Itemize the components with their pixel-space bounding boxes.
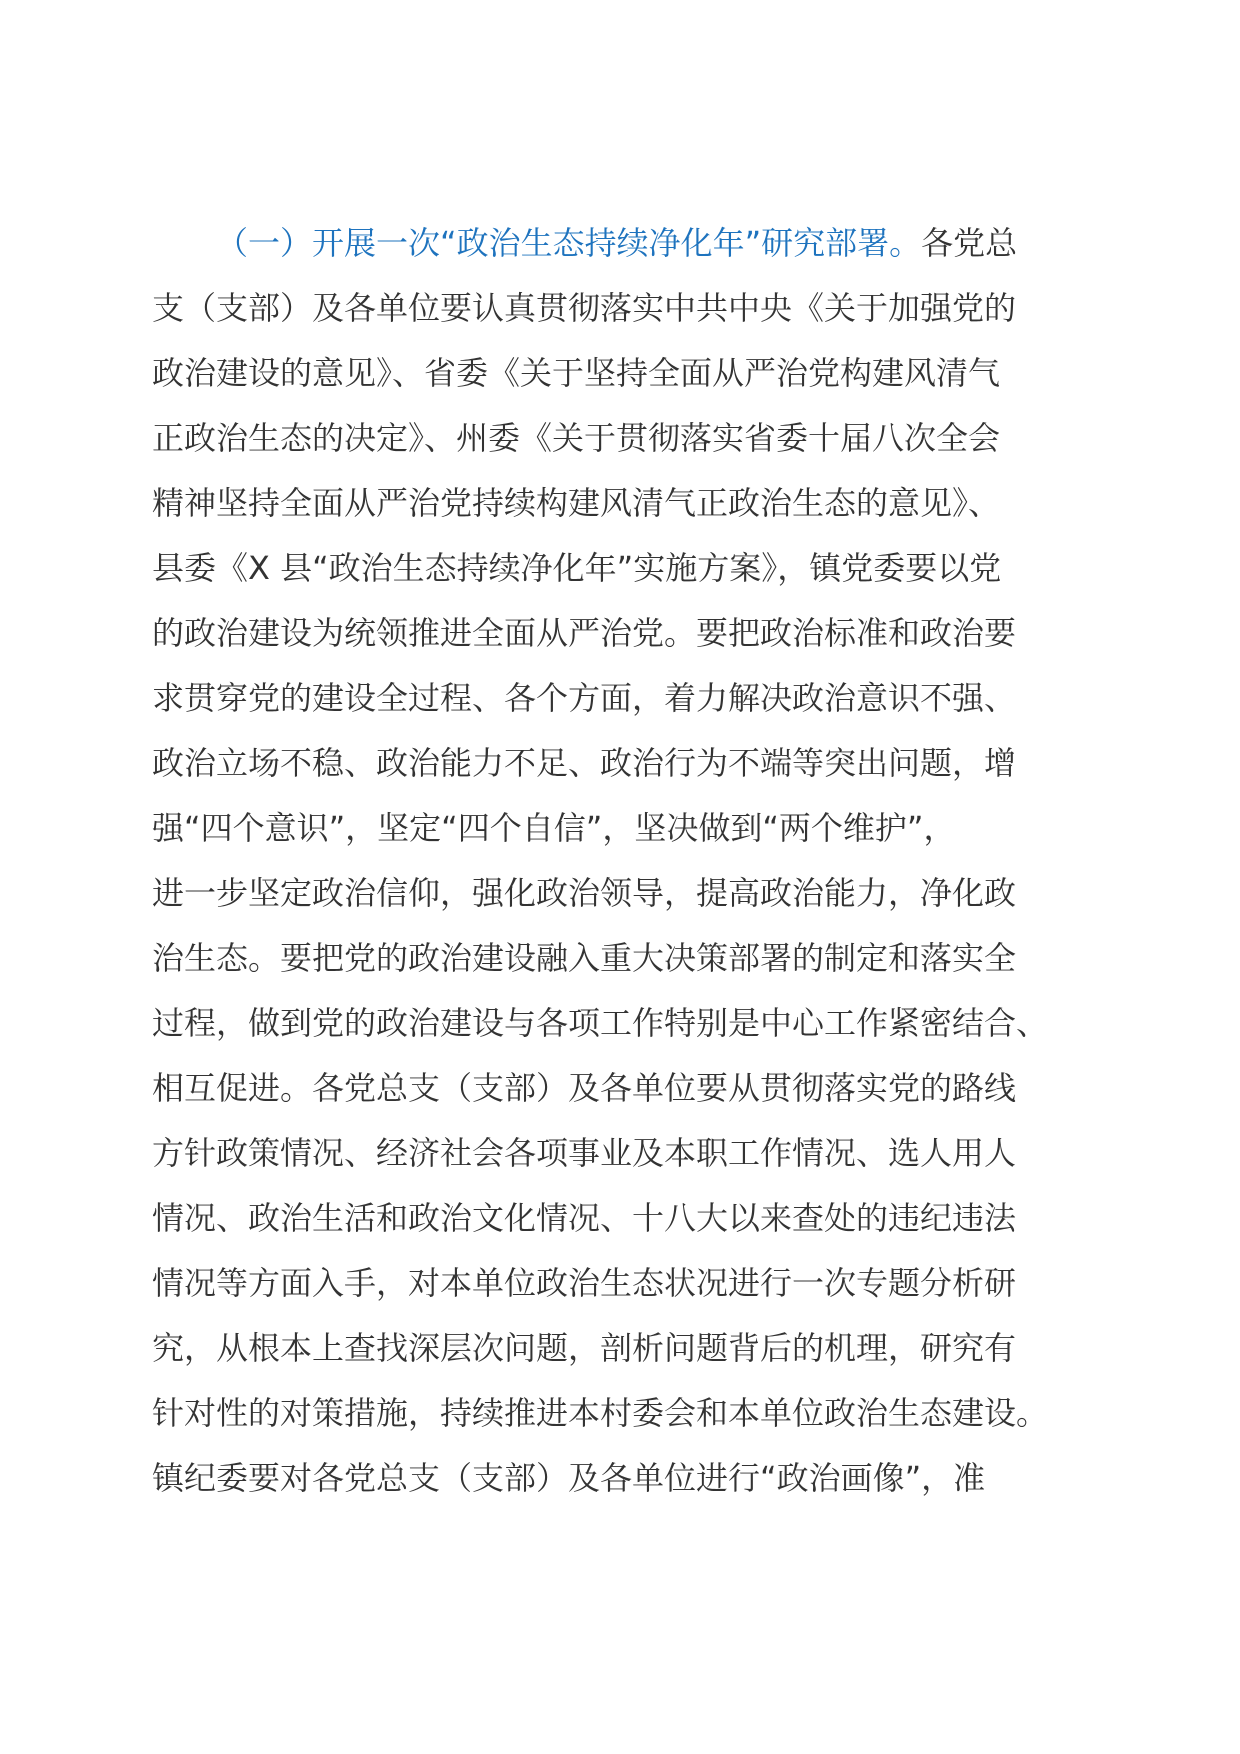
- paragraph-line: 情况、政治生活和政治文化情况、十八大以来查处的违纪违法: [152, 1199, 1017, 1237]
- paragraph-line: 求贯穿党的建设全过程、各个方面，着力解决政治意识不强、: [152, 679, 1017, 717]
- paragraph-line: 方针政策情况、经济社会各项事业及本职工作情况、选人用人: [152, 1134, 1017, 1172]
- paragraph-line-1: [152, 211, 1092, 276]
- body-text: 各党总: [921, 224, 1018, 262]
- paragraph-line: 针对性的对策措施，持续推进本村委会和本单位政治生态建设。: [152, 1394, 1049, 1432]
- paragraph-line: 情况等方面入手，对本单位政治生态状况进行一次专题分析研: [152, 1264, 1017, 1302]
- paragraph-line: 支（支部）及各单位要认真贯彻落实中共中央《关于加强党的: [152, 289, 1017, 327]
- paragraph-line: 正政治生态的决定》、州委《关于贯彻落实省委十届八次全会: [152, 419, 1001, 457]
- paragraph-line: 究，从根本上查找深层次问题，剖析问题背后的机理，研究有: [152, 1329, 1017, 1367]
- paragraph-line: 进一步坚定政治信仰，强化政治领导，提高政治能力，净化政: [152, 874, 1017, 912]
- paragraph-line: 精神坚持全面从严治党持续构建风清气正政治生态的意见》、: [152, 484, 1001, 522]
- paragraph-line: 政治建设的意见》、省委《关于坚持全面从严治党构建风清气: [152, 354, 1001, 392]
- section-heading: （一）开展一次“政治生态持续净化年”研究部署。: [216, 224, 922, 262]
- paragraph-line: 治生态。要把党的政治建设融入重大决策部署的制定和落实全: [152, 939, 1017, 977]
- paragraph-line: 相互促进。各党总支（支部）及各单位要从贯彻落实党的路线: [152, 1069, 1017, 1107]
- document-body: [152, 211, 1092, 1511]
- paragraph-line: 的政治建设为统领推进全面从严治党。要把政治标准和政治要: [152, 614, 1017, 652]
- paragraph-line: 镇纪委要对各党总支（支部）及各单位进行“政治画像”，准: [152, 1459, 986, 1497]
- paragraph-line: 过程，做到党的政治建设与各项工作特别是中心工作紧密结合、: [152, 1004, 1049, 1042]
- paragraph-line: 政治立场不稳、政治能力不足、政治行为不端等突出问题，增: [152, 744, 1017, 782]
- paragraph-line: 县委《X 县“政治生态持续净化年”实施方案》，镇党委要以党: [152, 549, 1002, 587]
- paragraph-line: 强“四个意识”，坚定“四个自信”，坚决做到“两个维护”，: [152, 809, 956, 847]
